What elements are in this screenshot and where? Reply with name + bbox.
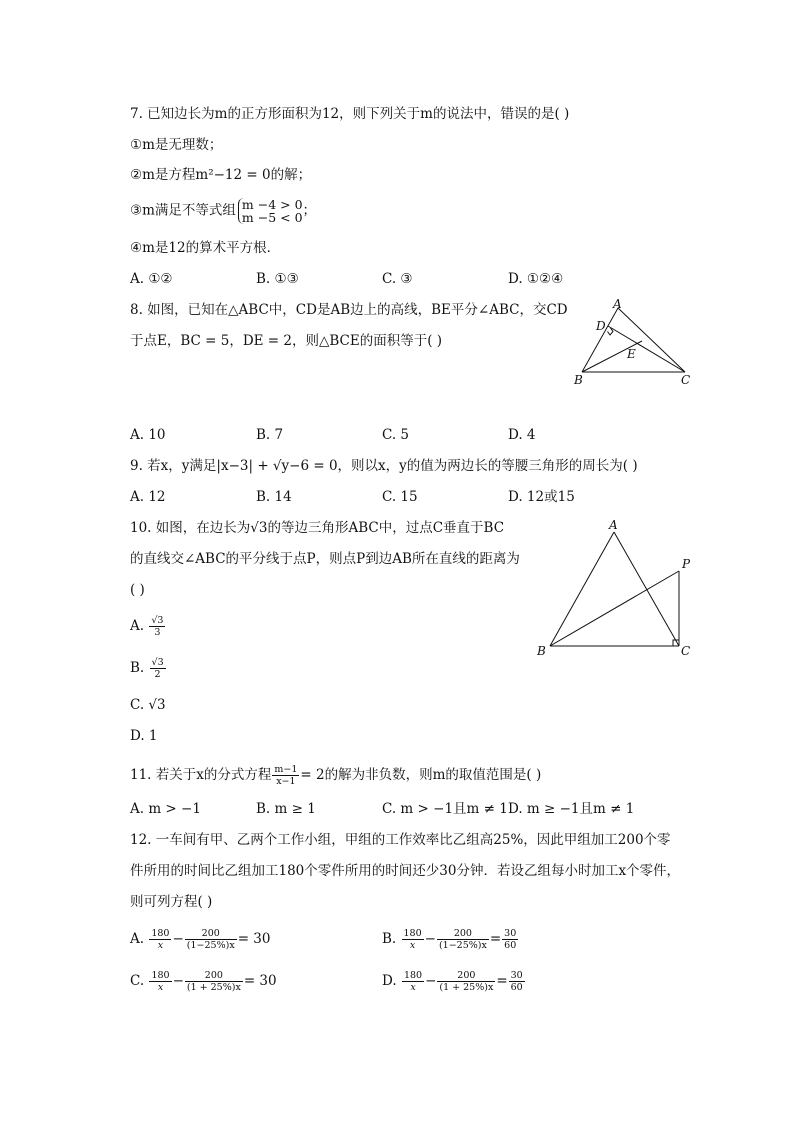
q7-stem: 7. 已知边长为m的正方形面积为12，则下列关于m的说法中，错误的是( )	[130, 106, 570, 122]
numerator: 30	[510, 970, 523, 981]
q8-option-c[interactable]: C. 5	[382, 427, 410, 443]
q7-option-c[interactable]: C. ③	[382, 271, 413, 287]
q10-option-b[interactable]	[130, 654, 167, 682]
label-e: E	[627, 347, 636, 361]
equals-thirty: = 30	[237, 931, 271, 947]
numerator: 180	[151, 970, 170, 981]
label-b: B	[574, 373, 583, 387]
label-a: A	[609, 518, 618, 532]
q11-option-a[interactable]: A. m > −1	[130, 801, 201, 817]
equals-thirty: = 30	[243, 973, 277, 989]
numerator: 200	[185, 928, 237, 940]
q10-option-d[interactable]: D. 1	[130, 728, 158, 744]
numerator: 200	[185, 970, 243, 982]
numerator: 30	[504, 928, 517, 939]
minus-sign: −	[172, 973, 184, 989]
q12-option-c[interactable]	[130, 967, 277, 995]
q11-stem-pre: 11. 若关于x的分式方程	[130, 767, 272, 783]
q12-stem-line1: 12. 一车间有甲、乙两个工作小组，甲组的工作效率比乙组高25%，因此甲组加工200个零	[130, 832, 671, 848]
inequality-1: m −4 > 0	[241, 197, 303, 212]
label-a: A	[613, 297, 622, 311]
q10-stem-line3: ( )	[130, 582, 145, 598]
denominator: x	[410, 982, 416, 993]
fraction	[402, 970, 424, 993]
q12-option-a-label: A.	[130, 931, 145, 947]
q8-stem-line1: 8. 如图，已知在△ABC中，CD是AB边上的高线，BE平分∠ABC，交CD	[130, 302, 568, 318]
q10-option-b-label: B.	[130, 660, 145, 676]
label-b: B	[537, 644, 546, 658]
denominator: x	[157, 940, 164, 951]
numerator: 180	[403, 970, 423, 981]
numerator: m−1	[274, 764, 298, 775]
fraction	[185, 928, 237, 951]
numerator: √3	[151, 657, 164, 668]
q7-statement-3	[130, 198, 316, 224]
label-d: D	[596, 319, 606, 333]
q10-stem-line2: 的直线交∠ABC的平分线于点P，则点P到边AB所在直线的距离为	[130, 551, 520, 567]
label-p: P	[682, 557, 691, 571]
minus-sign: −	[425, 973, 437, 989]
denominator: (1 + 25%)x	[439, 982, 494, 993]
q10-option-a-label: A.	[130, 618, 145, 634]
q10-triangle-figure	[530, 512, 700, 662]
q12-option-b[interactable]	[382, 925, 519, 953]
fraction	[437, 928, 489, 951]
q8-triangle-figure	[566, 296, 700, 390]
fraction	[272, 764, 299, 787]
segment-ac	[618, 308, 685, 372]
fraction	[185, 970, 243, 993]
label-c: C	[681, 373, 691, 387]
q9-stem: 9. 若x，y满足|x−3| + √y−6 = 0，则以x，y的值为两边长的等腰三角形的周长为( )	[130, 458, 638, 474]
q8-stem-line2: 于点E，BC = 5，DE = 2，则△BCE的面积等于( )	[130, 333, 443, 349]
q10-stem-line1: 10. 如图，在边长为√3的等边三角形ABC中，过点C垂直于BC	[130, 520, 505, 536]
q11-stem	[130, 762, 541, 788]
q12-option-d-label: D.	[382, 973, 397, 989]
q8-option-a[interactable]: A. 10	[130, 427, 166, 443]
denominator: x	[409, 940, 416, 951]
fraction	[437, 970, 495, 993]
fraction	[149, 615, 165, 638]
segment-ab	[550, 532, 614, 646]
q11-stem-post: = 2的解为非负数，则m的取值范围是( )	[300, 767, 542, 783]
segment-bp	[550, 571, 679, 646]
q12-stem-line3: 则可列方程( )	[130, 894, 213, 910]
numerator: 200	[437, 970, 495, 982]
numerator: 180	[151, 928, 170, 939]
denominator: (1−25%)x	[186, 940, 235, 951]
q12-option-b-label: B.	[382, 931, 397, 947]
numerator: √3	[151, 615, 164, 626]
denominator: (1−25%)x	[438, 940, 487, 951]
q9-option-c[interactable]: C. 15	[382, 489, 418, 505]
numerator: 200	[437, 928, 489, 940]
numerator: 180	[403, 928, 422, 939]
segment-cd	[608, 326, 685, 372]
minus-sign: −	[424, 931, 436, 947]
denominator: (1 + 25%)x	[186, 982, 241, 993]
segment-ac	[614, 532, 679, 646]
q10-option-c[interactable]: C. √3	[130, 697, 166, 713]
inequality-system	[238, 198, 303, 224]
q11-option-c[interactable]: C. m > −1且m ≠ 1	[382, 801, 508, 817]
q11-option-d[interactable]: D. m ≥ −1且m ≠ 1	[508, 801, 635, 817]
q7-s3-pre: ③m满足不等式组	[130, 202, 236, 219]
q7-option-d[interactable]: D. ①②④	[508, 271, 564, 287]
fraction	[509, 970, 525, 993]
fraction	[149, 970, 171, 993]
equals-sign: =	[496, 973, 508, 989]
q12-option-d[interactable]	[382, 967, 526, 995]
denominator: 60	[504, 940, 517, 951]
q12-stem-line2: 件所用的时间比乙组加工180个零件所用的时间还少30分钟．若设乙组每小时加工x个零件，	[130, 863, 681, 879]
denominator: 60	[510, 982, 523, 993]
q9-option-b[interactable]: B. 14	[256, 489, 292, 505]
denominator: x−1	[276, 776, 296, 787]
denominator: 3	[154, 627, 161, 638]
fraction	[149, 928, 171, 951]
q12-option-c-label: C.	[130, 973, 145, 989]
q9-option-d[interactable]: D. 12或15	[508, 489, 575, 505]
fraction	[150, 657, 166, 680]
q11-option-b[interactable]: B. m ≥ 1	[256, 801, 316, 817]
denominator: 2	[154, 669, 161, 680]
denominator: x	[157, 982, 164, 993]
q7-option-a[interactable]: A. ①②	[130, 271, 173, 287]
q7-s3-post: ；	[302, 202, 317, 219]
q9-option-a[interactable]: A. 12	[130, 489, 166, 505]
q12-option-a[interactable]	[130, 925, 270, 953]
equals-sign: =	[489, 931, 502, 947]
q7-option-b[interactable]: B. ①③	[256, 271, 299, 287]
inequality-2: m −5 < 0	[241, 210, 303, 225]
q7-statement-2: ②m是方程m²−12 = 0的解；	[130, 167, 312, 183]
q8-option-b[interactable]: B. 7	[256, 427, 284, 443]
fraction	[402, 928, 424, 951]
q7-statement-4: ④m是12的算术平方根．	[130, 240, 281, 256]
q8-option-d[interactable]: D. 4	[508, 427, 536, 443]
q7-statement-1: ①m是无理数；	[130, 137, 223, 153]
q10-option-a[interactable]	[130, 612, 166, 640]
label-c: C	[681, 644, 691, 658]
fraction	[502, 928, 518, 951]
minus-sign: −	[172, 931, 184, 947]
